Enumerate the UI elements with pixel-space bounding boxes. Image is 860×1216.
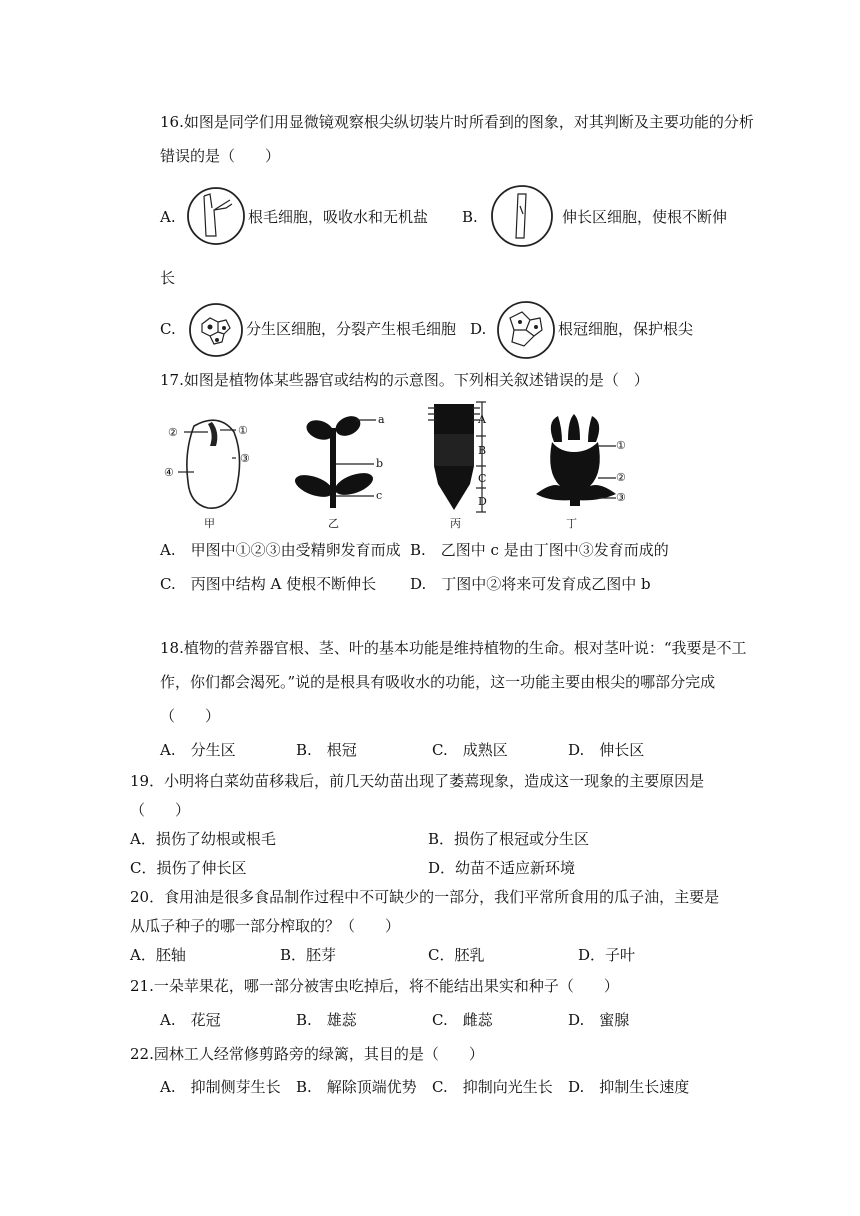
q17-option-a: A. 甲图中①②③由受精卵发育而成 [160,541,401,559]
root-cap-cell-image [496,300,556,360]
q16-option-b-text: 伸长区细胞，使根不断伸 [562,208,728,226]
q21-option-b: B. 雄蕊 [296,1011,357,1029]
bing-label-C: C [478,472,487,485]
q16-option-a-text: 根毛细胞，吸收水和无机盐 [248,208,429,226]
q21-option-a: A. 花冠 [160,1011,221,1029]
meristem-cell-image [188,302,244,358]
q16-option-d-label: D. [470,320,487,338]
q22-option-d: D. 抑制生长速度 [568,1078,690,1096]
ding-label-3: ③ [616,491,626,504]
jia-caption: 甲 [204,517,215,530]
ding-caption: 丁 [566,517,577,530]
q17-stem: 17.如图是植物体某些器官或结构的示意图。下列相关叙述错误的是（ ） [160,371,649,389]
q16-stem-line1: 16.如图是同学们用显微镜观察根尖纵切装片时所看到的图象，对其判断及主要功能的分析 [160,113,754,131]
q19-option-c: C．损伤了伸长区 [130,859,247,877]
q16-stem-line2: 错误的是（ ） [160,147,281,165]
q18-option-c: C. 成熟区 [432,741,508,759]
ding-label-1: ① [616,439,626,452]
q16-option-d-text: 根冠细胞，保护根尖 [558,320,694,338]
yi-label-b: b [376,457,384,470]
q18-stem-line1: 18.植物的营养器官根、茎、叶的基本功能是维持植物的生命。根对茎叶说：“我要是不工 [160,639,747,657]
bing-label-A: A [478,413,486,426]
root-hair-cell-image [186,186,246,246]
q22-option-c: C. 抑制向光生长 [432,1078,553,1096]
q17-option-d: D. 丁图中②将来可发育成乙图中 b [410,575,651,593]
q17-option-b: B. 乙图中 c 是由丁图中③发育而成的 [410,541,669,559]
q16-option-a-label: A. [160,208,176,226]
q22-option-a: A. 抑制侧芽生长 [160,1078,281,1096]
bing-caption: 丙 [450,517,461,530]
q16-option-c-text: 分生区细胞，分裂产生根毛细胞 [246,320,457,338]
q19-stem-line1: 19．小明将白菜幼苗移栽后，前几天幼苗出现了萎蔫现象，造成这一现象的主要原因是 [130,772,705,790]
q18-option-a: A. 分生区 [160,741,236,759]
q19-stem-line2: （ ） [130,801,191,819]
q18-stem-line2: 作，你们都会渴死。”说的是根具有吸收水的功能，这一功能主要由根尖的哪部分完成 [160,673,716,691]
q21-option-d: D. 蜜腺 [568,1011,630,1029]
bing-label-B: B [478,444,487,457]
yi-caption: 乙 [328,517,339,530]
elongation-cell-image [490,184,554,248]
jia-label-1: ① [238,424,248,437]
seed-diagram-jia [164,412,264,532]
q17-option-c: C. 丙图中结构 A 使根不断伸长 [160,575,377,593]
q21-option-c: C. 雌蕊 [432,1011,493,1029]
q20-option-d: D．子叶 [578,946,636,964]
yi-label-a: a [378,413,385,426]
q18-option-d: D. 伸长区 [568,741,645,759]
q16-option-b-label: B. [462,208,478,226]
seedling-diagram-yi [290,408,390,518]
q20-stem-line2: 从瓜子种子的哪一部分榨取的？（ ） [130,917,401,935]
q18-stem-line3: （ ） [160,707,221,725]
q16-option-b-cont: 长 [160,269,176,287]
q18-option-b: B. 根冠 [296,741,357,759]
bing-label-D: D [478,495,487,508]
q16-option-c-label: C. [160,320,176,338]
jia-label-2: ② [168,426,178,439]
q22-option-b: B. 解除顶端优势 [296,1078,417,1096]
yi-label-c: c [376,489,383,502]
root-tip-diagram-bing [420,400,500,516]
jia-label-4: ④ [164,466,174,479]
ding-label-2: ② [616,471,626,484]
q20-stem-line1: 20．食用油是很多食品制作过程中不可缺少的一部分，我们平常所食用的瓜子油，主要是 [130,888,720,906]
q21-stem: 21.一朵苹果花，哪一部分被害虫吃掉后，将不能结出果实和种子（ ） [130,977,619,995]
q19-option-d: D．幼苗不适应新环境 [428,859,576,877]
q20-option-a: A．胚轴 [130,946,186,964]
q22-stem: 22.园林工人经常修剪路旁的绿篱，其目的是（ ） [130,1045,484,1063]
q20-option-b: B．胚芽 [280,946,337,964]
jia-label-3: ③ [240,452,250,465]
q19-option-b: B．损伤了根冠或分生区 [428,830,590,848]
q20-option-c: C．胚乳 [428,946,485,964]
q19-option-a: A．损伤了幼根或根毛 [130,830,276,848]
